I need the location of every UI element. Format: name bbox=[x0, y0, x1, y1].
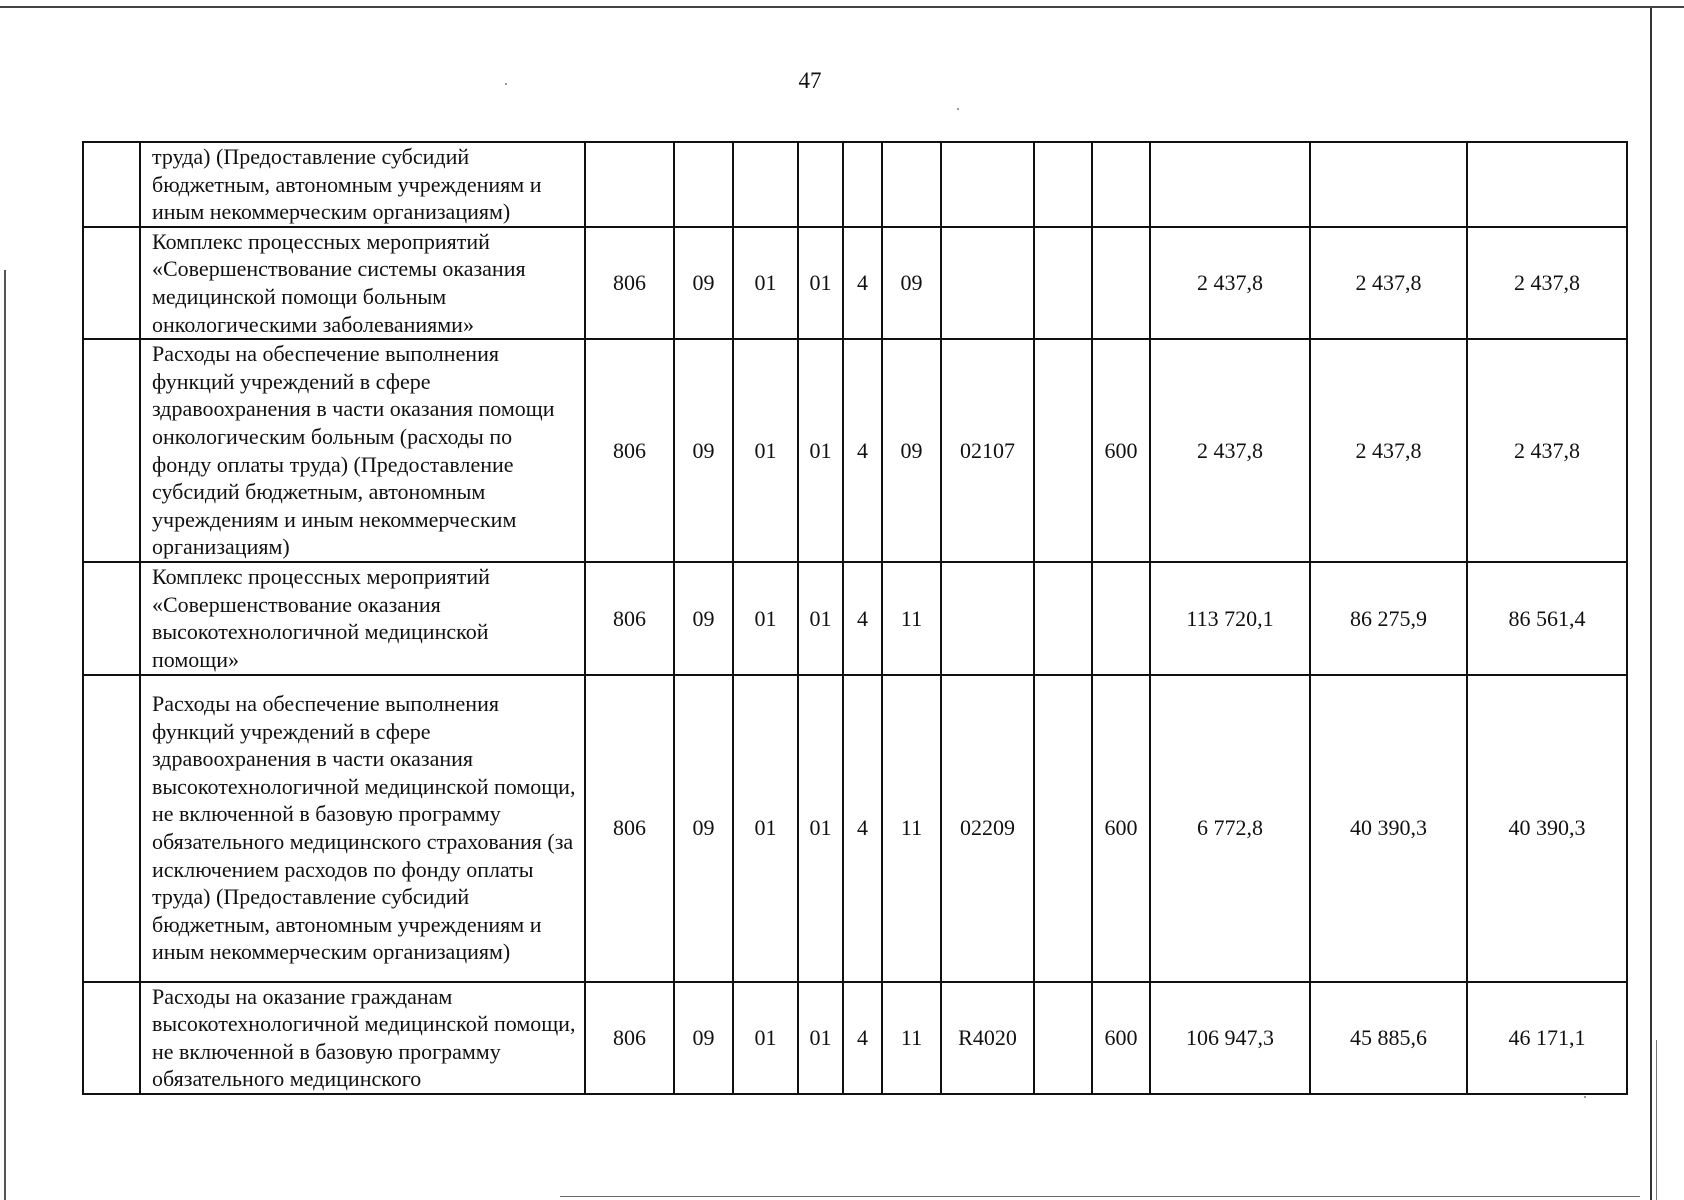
scan-speck bbox=[957, 108, 959, 110]
section-code: 09 bbox=[674, 562, 733, 674]
extra-code bbox=[1034, 562, 1092, 674]
subprogram-code: 11 bbox=[882, 982, 941, 1094]
row-description: Расходы на оказание гражданам высокотехнологичной медицинской помощи, не включенной в базовую программу обязательного медицинского bbox=[140, 982, 585, 1094]
amount-year-3: 2 437,8 bbox=[1467, 339, 1627, 562]
table-row bbox=[83, 982, 1627, 1094]
section-code: 09 bbox=[674, 675, 733, 982]
scan-edge-right bbox=[1650, 8, 1652, 1200]
expense-type-code bbox=[1092, 227, 1150, 339]
expense-type-code bbox=[1092, 142, 1150, 227]
extra-code bbox=[1034, 142, 1092, 227]
subsection-code: 01 bbox=[733, 339, 798, 562]
extra-code bbox=[1034, 675, 1092, 982]
program-code: 01 bbox=[798, 675, 843, 982]
ministry-code: 806 bbox=[585, 339, 674, 562]
program-code: 01 bbox=[798, 982, 843, 1094]
amount-year-3: 86 561,4 bbox=[1467, 562, 1627, 674]
extra-code bbox=[1034, 339, 1092, 562]
subsection-code: 01 bbox=[733, 675, 798, 982]
scan-speck bbox=[505, 83, 507, 85]
scan-edge-bottom bbox=[560, 1196, 1640, 1197]
scan-speck bbox=[1584, 1096, 1586, 1098]
subsection-code: 01 bbox=[733, 562, 798, 674]
amount-year-3: 40 390,3 bbox=[1467, 675, 1627, 982]
scan-edge-top bbox=[0, 6, 1684, 8]
type-code: 4 bbox=[843, 675, 882, 982]
section-code bbox=[674, 142, 733, 227]
section-code: 09 bbox=[674, 339, 733, 562]
row-marker-cell bbox=[83, 142, 140, 227]
row-description: Расходы на обеспечение выполнения функций учреждений в сфере здравоохранения в части оказания помощи онкологическим больным (расходы по фонду оплаты труда) (Предоставление субсидий бюджетным, автономным учреждениям и иным некоммерческим организациям) bbox=[140, 339, 585, 562]
amount-year-1 bbox=[1150, 142, 1310, 227]
amount-year-3 bbox=[1467, 142, 1627, 227]
extra-code bbox=[1034, 227, 1092, 339]
subsection-code: 01 bbox=[733, 982, 798, 1094]
amount-year-3: 46 171,1 bbox=[1467, 982, 1627, 1094]
page-number: 47 bbox=[798, 68, 822, 93]
amount-year-3: 2 437,8 bbox=[1467, 227, 1627, 339]
expense-type-code: 600 bbox=[1092, 675, 1150, 982]
row-description: труда) (Предоставление субсидий бюджетным, автономным учреждениям и иным некоммерческим организациям) bbox=[140, 142, 585, 227]
direction-code: 02209 bbox=[941, 675, 1034, 982]
type-code bbox=[843, 142, 882, 227]
section-code: 09 bbox=[674, 227, 733, 339]
direction-code bbox=[941, 227, 1034, 339]
row-marker-cell bbox=[83, 675, 140, 982]
direction-code bbox=[941, 142, 1034, 227]
direction-code: R4020 bbox=[941, 982, 1034, 1094]
direction-code bbox=[941, 562, 1034, 674]
type-code: 4 bbox=[843, 339, 882, 562]
type-code: 4 bbox=[843, 982, 882, 1094]
ministry-code: 806 bbox=[585, 227, 674, 339]
table-row bbox=[83, 675, 1627, 982]
amount-year-2 bbox=[1310, 142, 1467, 227]
amount-year-2: 2 437,8 bbox=[1310, 227, 1467, 339]
subsection-code: 01 bbox=[733, 227, 798, 339]
amount-year-1: 2 437,8 bbox=[1150, 339, 1310, 562]
row-marker-cell bbox=[83, 982, 140, 1094]
ministry-code bbox=[585, 142, 674, 227]
subprogram-code bbox=[882, 142, 941, 227]
scan-edge-left bbox=[4, 270, 6, 1200]
budget-table bbox=[82, 141, 1628, 1095]
direction-code: 02107 bbox=[941, 339, 1034, 562]
table-row bbox=[83, 562, 1627, 674]
row-marker-cell bbox=[83, 227, 140, 339]
subprogram-code: 09 bbox=[882, 227, 941, 339]
program-code: 01 bbox=[798, 227, 843, 339]
amount-year-2: 86 275,9 bbox=[1310, 562, 1467, 674]
program-code: 01 bbox=[798, 562, 843, 674]
row-marker-cell bbox=[83, 562, 140, 674]
subprogram-code: 09 bbox=[882, 339, 941, 562]
amount-year-1: 2 437,8 bbox=[1150, 227, 1310, 339]
ministry-code: 806 bbox=[585, 982, 674, 1094]
row-description: Расходы на обеспечение выполнения функций учреждений в сфере здравоохранения в части оказания высокотехнологичной медицинской помощи, не включенной в базовую программу обязательного медицинского страхования (за исключением расходов по фонду оплаты труда) (Предоставление субсидий бюджетным, автономным учреждениям и иным некоммерческим организациям) bbox=[140, 675, 585, 982]
program-code: 01 bbox=[798, 339, 843, 562]
row-description: Комплекс процессных мероприятий «Совершенствование оказания высокотехнологичной медицинской помощи» bbox=[140, 562, 585, 674]
subprogram-code: 11 bbox=[882, 562, 941, 674]
amount-year-1: 106 947,3 bbox=[1150, 982, 1310, 1094]
row-marker-cell bbox=[83, 339, 140, 562]
amount-year-1: 113 720,1 bbox=[1150, 562, 1310, 674]
expense-type-code: 600 bbox=[1092, 339, 1150, 562]
row-description: Комплекс процессных мероприятий «Совершенствование системы оказания медицинской помощи больным онкологическими заболеваниями» bbox=[140, 227, 585, 339]
program-code bbox=[798, 142, 843, 227]
amount-year-2: 40 390,3 bbox=[1310, 675, 1467, 982]
table-row bbox=[83, 142, 1627, 227]
amount-year-1: 6 772,8 bbox=[1150, 675, 1310, 982]
type-code: 4 bbox=[843, 562, 882, 674]
type-code: 4 bbox=[843, 227, 882, 339]
subsection-code bbox=[733, 142, 798, 227]
extra-code bbox=[1034, 982, 1092, 1094]
ministry-code: 806 bbox=[585, 675, 674, 982]
scan-edge-right-inner bbox=[1656, 1040, 1657, 1200]
ministry-code: 806 bbox=[585, 562, 674, 674]
expense-type-code bbox=[1092, 562, 1150, 674]
table-row bbox=[83, 227, 1627, 339]
amount-year-2: 2 437,8 bbox=[1310, 339, 1467, 562]
expense-type-code: 600 bbox=[1092, 982, 1150, 1094]
section-code: 09 bbox=[674, 982, 733, 1094]
subprogram-code: 11 bbox=[882, 675, 941, 982]
amount-year-2: 45 885,6 bbox=[1310, 982, 1467, 1094]
table-row bbox=[83, 339, 1627, 562]
